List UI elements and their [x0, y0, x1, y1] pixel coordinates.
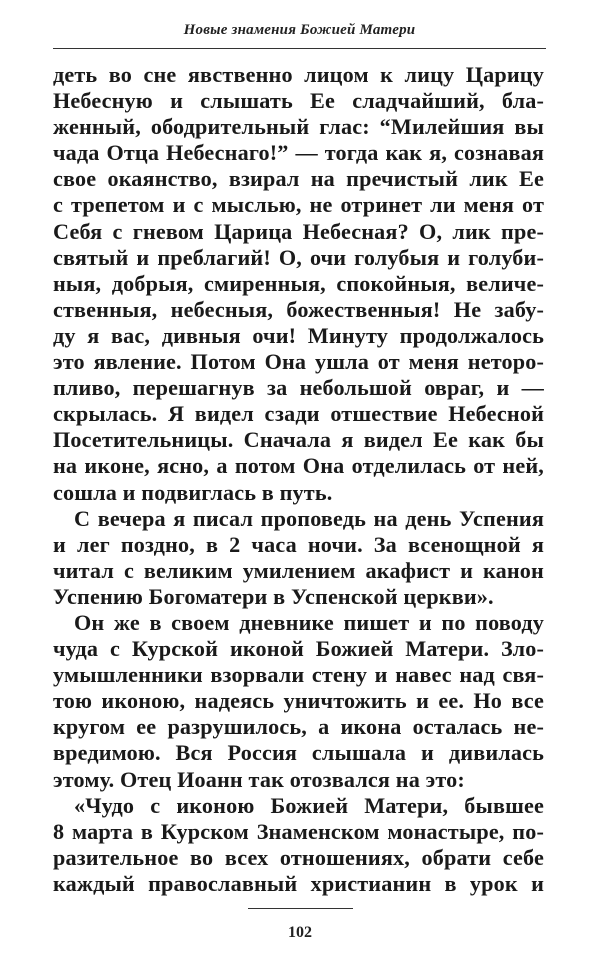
text-line: с трепетом и с мыслью, не отринет ли меня от: [53, 192, 544, 218]
text-line: кругом ее разрушилось, а икона осталась не-: [53, 714, 544, 740]
text-line: женный, ободрительный глас: “Милейшия вы: [53, 114, 544, 140]
text-line: умышленники взорвали стену и навес над свя-: [53, 662, 544, 688]
text-line: это явление. Потом Она ушла от меня неторо-: [53, 349, 544, 375]
text-line: сошла и подвиглась в путь.: [53, 479, 333, 505]
text-line: разительное во всех отношениях, обрати себе: [53, 844, 544, 870]
text-line: этому. Отец Иоанн так отозвался на это:: [53, 766, 465, 792]
text-line: скрылась. Я видел сзади отшествие Небесной: [53, 401, 544, 427]
text-line: святый и преблагий! О, очи голубыя и голуби-: [53, 244, 544, 270]
text-line: С вечера я писал проповедь на день Успения: [74, 505, 544, 531]
text-line: ственныя, небесныя, божественныя! Не забу-: [53, 296, 544, 322]
text-line: каждый православный христианин в урок и: [53, 870, 544, 896]
running-head: Новые знамения Божией Матери: [183, 22, 416, 38]
header-divider: [53, 48, 546, 49]
text-line: Посетительницы. Сначала я видел Ее как бы: [53, 427, 544, 453]
text-line: вредимою. Вся Россия слышала и дивилась: [53, 740, 544, 766]
text-line: 8 марта в Курском Знаменском монастыре, по-: [53, 818, 544, 844]
page-number: 102: [288, 924, 312, 941]
text-line: ныя, добрыя, смиренныя, спокойныя, величе-: [53, 270, 544, 296]
text-line: Небесную и слышать Ее сладчайший, бла-: [53, 88, 544, 114]
text-line: пливо, перешагнув за небольшой овраг, и —: [53, 375, 544, 401]
text-line: чада Отца Небеснаго!” — тогда как я, сознавая: [53, 140, 544, 166]
text-line: на иконе, ясно, а потом Она отделилась от ней,: [53, 453, 544, 479]
body-text: [53, 62, 544, 897]
text-line: тою иконою, надеясь уничтожить и ее. Но все: [53, 688, 544, 714]
text-line: ду я вас, дивныя очи! Минуту продолжалось: [53, 322, 544, 348]
text-line: Себя с гневом Царица Небесная? О, лик пре-: [53, 218, 544, 244]
text-line: Он же в своем дневнике пишет и по поводу: [74, 609, 544, 635]
text-line: и лег поздно, в 2 часа ночи. За всенощной я: [53, 531, 544, 557]
text-line: читал с великим умилением акафист и канон: [53, 557, 544, 583]
text-line: «Чудо с иконою Божией Матери, бывшее: [74, 792, 544, 818]
footer-divider: [248, 908, 353, 909]
text-line: Успению Богоматери в Успенской церкви».: [53, 583, 494, 609]
text-line: чуда с Курской иконой Божией Матери. Зло-: [53, 636, 544, 662]
text-line: деть во сне явственно лицом к лицу Царицу: [53, 62, 544, 87]
text-line: свое окаянство, взирал на пречистый лик Ее: [53, 166, 544, 192]
